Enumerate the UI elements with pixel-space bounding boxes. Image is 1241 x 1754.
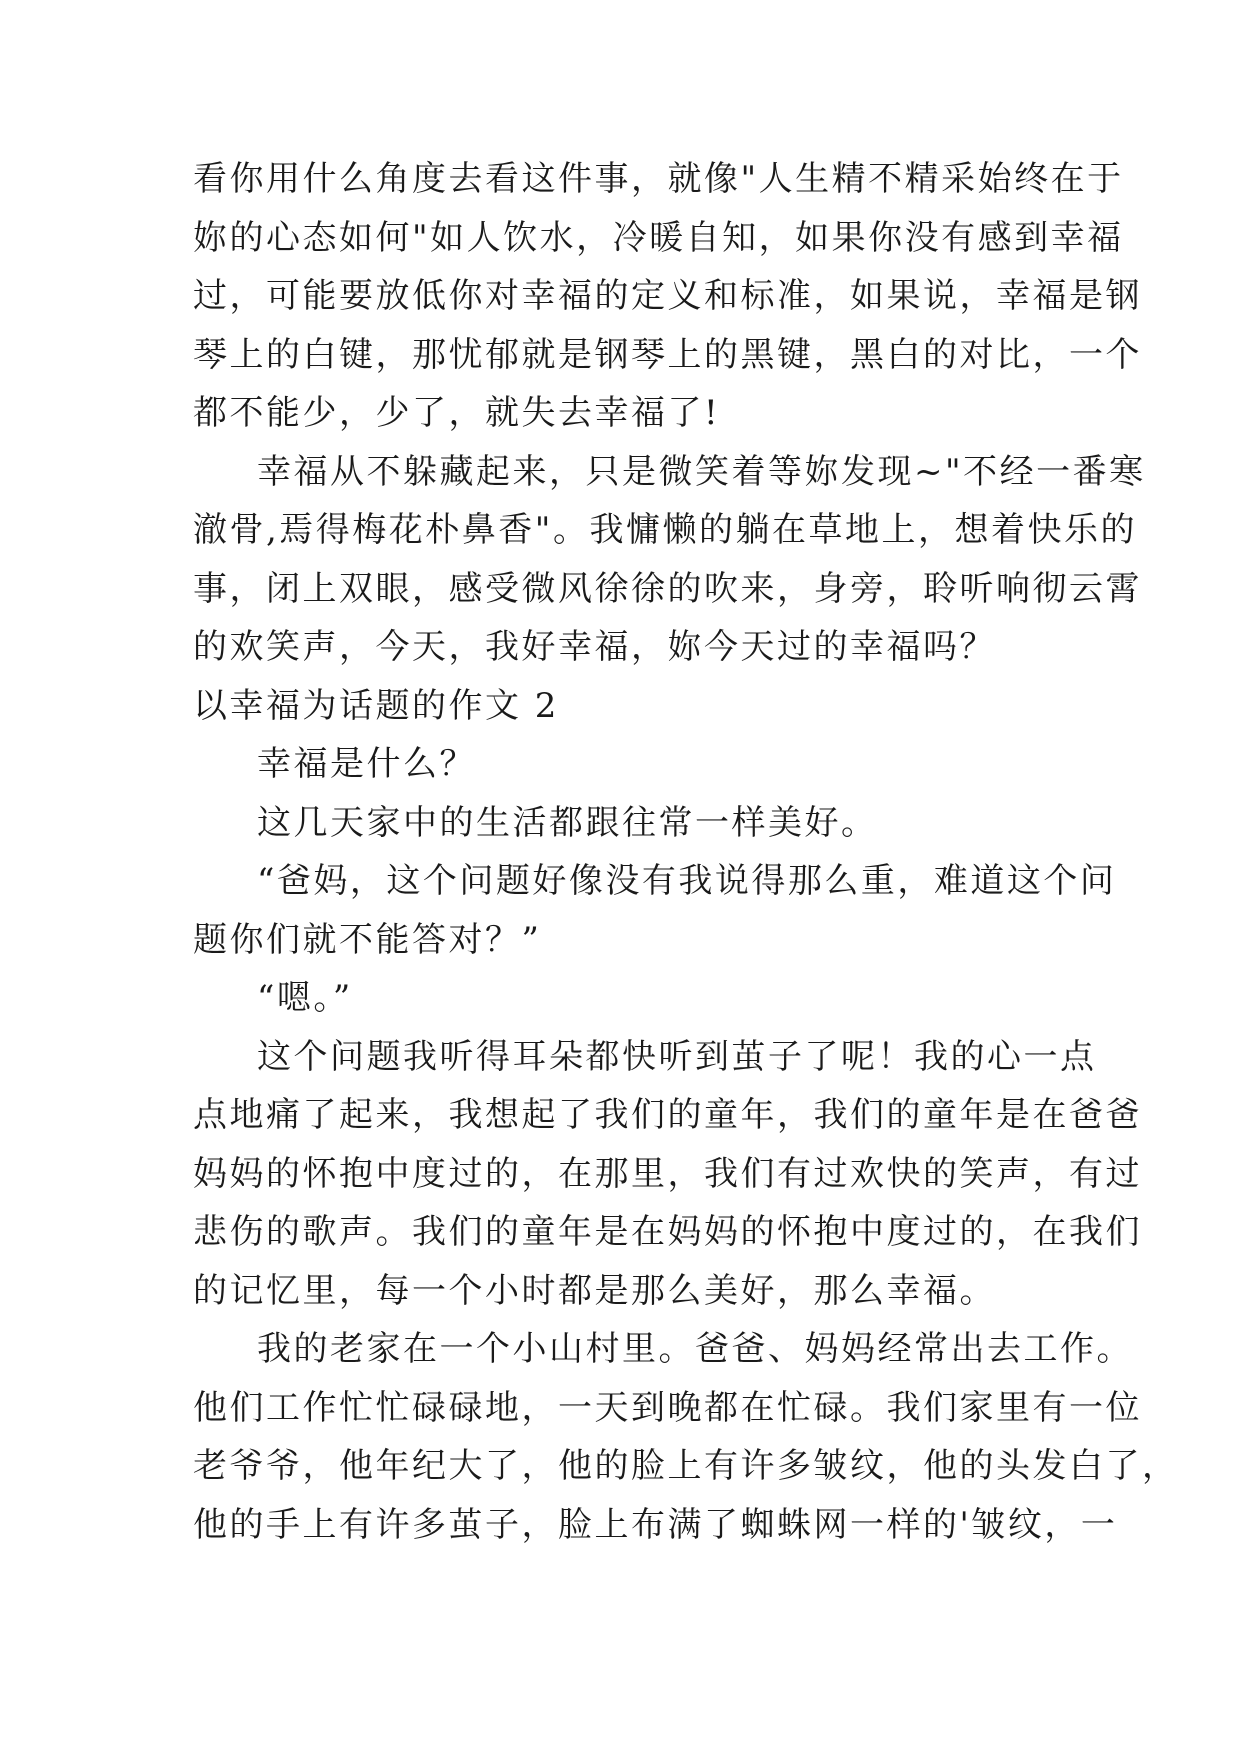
paragraph bbox=[193, 1320, 1179, 1554]
paragraph-line: 点地痛了起来，我想起了我们的童年，我们的童年是在爸爸 bbox=[193, 1095, 1142, 1135]
paragraph-line: 都不能少，少了，就失去幸福了! bbox=[193, 393, 721, 433]
paragraph-line: “爸妈，这个问题好像没有我说得那么重，难道这个问 bbox=[257, 861, 1117, 901]
section-heading bbox=[193, 677, 1073, 736]
paragraph-line: “嗯。” bbox=[257, 978, 353, 1018]
paragraph bbox=[193, 969, 1073, 1028]
paragraph bbox=[193, 735, 1073, 794]
heading-text: 以幸福为话题的作文 2 bbox=[193, 685, 559, 726]
paragraph-line: 幸福从不躲藏起来，只是微笑着等妳发现~"不经一番寒 bbox=[257, 451, 1146, 492]
paragraph-line: 妈妈的怀抱中度过的，在那里，我们有过欢快的笑声，有过 bbox=[193, 1153, 1142, 1194]
paragraph-line: 的记忆里，每一个小时都是那么美好，那么幸福。 bbox=[193, 1270, 996, 1311]
paragraph-line: 我的老家在一个小山村里。爸爸、妈妈经常出去工作。 bbox=[257, 1329, 1133, 1369]
paragraph-line: 事，闭上双眼，感受微风徐徐的吹来，身旁，聆听响彻云霄 bbox=[193, 568, 1142, 609]
paragraph-line: 他的手上有许多茧子，脸上布满了蜘蛛网一样的'皱纹，一 bbox=[193, 1504, 1118, 1545]
paragraph-line: 幸福是什么？ bbox=[257, 744, 476, 784]
paragraph-line: 这个问题我听得耳朵都快听到茧子了呢！我的心一点 bbox=[257, 1036, 1097, 1077]
paragraph-line: 这几天家中的生活都跟往常一样美好。 bbox=[257, 802, 878, 843]
paragraph-line: 悲伤的歌声。我们的童年是在妈妈的怀抱中度过的，在我们 bbox=[193, 1212, 1142, 1252]
paragraph-line: 看你用什么角度去看这件事，就像"人生精不精采始终在于 bbox=[193, 159, 1124, 199]
paragraph-line: 琴上的白键，那忧郁就是钢琴上的黑键，黑白的对比，一个 bbox=[193, 334, 1142, 375]
paragraph bbox=[193, 1028, 1142, 1321]
paragraph bbox=[193, 150, 1142, 443]
paragraph bbox=[193, 443, 1146, 677]
paragraph-line: 过，可能要放低你对幸福的定义和标准，如果说，幸福是钢 bbox=[193, 276, 1142, 316]
paragraph-line: 题你们就不能答对？” bbox=[193, 919, 542, 960]
paragraph-line: 老爷爷，他年纪大了，他的脸上有许多皱纹，他的头发白了， bbox=[193, 1446, 1179, 1486]
paragraph bbox=[193, 852, 1117, 969]
paragraph-line: 的欢笑声，今天，我好幸福，妳今天过的幸福吗？ bbox=[193, 627, 996, 667]
paragraph bbox=[193, 794, 1073, 853]
paragraph-line: 妳的心态如何"如人饮水，冷暖自知，如果你没有感到幸福 bbox=[193, 217, 1124, 258]
paragraph-line: 他们工作忙忙碌碌地，一天到晚都在忙碌。我们家里有一位 bbox=[193, 1387, 1142, 1428]
paragraph-line: 澈骨,焉得梅花朴鼻香"。我慵懒的躺在草地上，想着快乐的 bbox=[193, 510, 1137, 550]
document-body bbox=[193, 150, 1179, 1554]
